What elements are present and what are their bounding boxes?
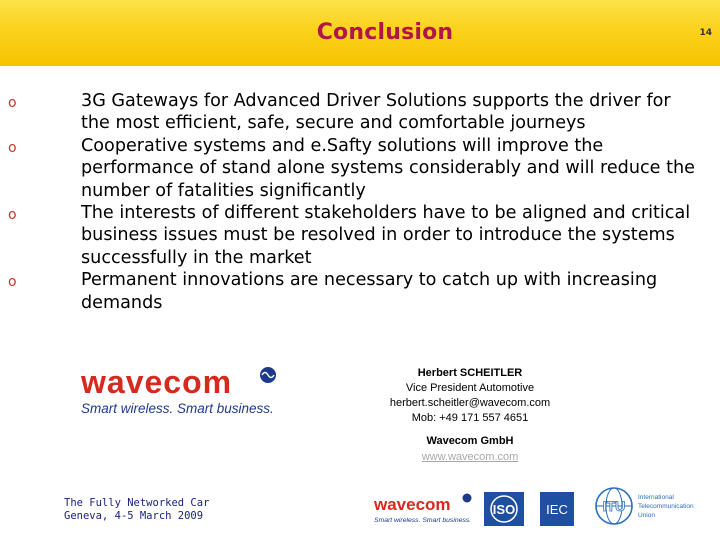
bullet-item [0, 269, 720, 314]
bullet-text: Cooperative systems and e.Safty solutions will improve the performance of stand alone systems considerably and will reduce the number of fatalities significantly [81, 135, 695, 201]
itu-text-line2: Telecommunication [638, 503, 694, 510]
bullet-item [0, 90, 720, 135]
contact-role: Vice President Automotive [405, 382, 535, 394]
iso-logo-text: ISO [492, 502, 516, 517]
footer-event-title: The Fully Networked Car [64, 497, 210, 509]
bullet-item [0, 202, 720, 269]
wavecom-logo-tagline: Smart wireless. Smart business. [81, 401, 274, 416]
bullet-text: The interests of different stakeholders have to be aligned and critical business issues must be resolved in order to introduce the systems successfully in the market [81, 203, 691, 268]
company-block [370, 433, 570, 465]
footer-wavecom-mark-icon [463, 494, 472, 503]
footer-wavecom-logo [372, 490, 476, 526]
company-name: Wavecom GmbH [426, 435, 514, 447]
itu-logo [590, 484, 718, 528]
wavecom-logo [78, 363, 283, 419]
footer-event [64, 497, 209, 523]
bullet-marker-icon: o [8, 95, 17, 111]
bullet-text: Permanent innovations are necessary to catch up with increasing demands [81, 270, 658, 313]
bullet-marker-icon: o [8, 139, 17, 156]
footer-wavecom-wordmark: wavecom [374, 495, 451, 514]
bullet-text: 3G Gateways for Advanced Driver Solutions supports the driver for the most efficient, safe, secure and comfortable journeys [81, 91, 671, 134]
bullet-item [0, 135, 720, 202]
slide-title: Conclusion [316, 20, 454, 45]
iec-logo-text: IEC [546, 502, 568, 517]
company-url-link[interactable]: www.wavecom.com [421, 451, 519, 463]
contact-phone: Mob: +49 171 557 4651 [411, 412, 529, 424]
itu-text-line3: Union [638, 512, 655, 519]
page-number: 14 [699, 28, 712, 38]
bullet-list [0, 90, 720, 314]
itu-logo-text: ITU [602, 498, 626, 514]
header-bar [0, 0, 720, 66]
footer-event-place-date: Geneva, 4-5 March 2009 [64, 510, 204, 522]
iec-logo [540, 492, 574, 526]
wavecom-logo-wordmark: wavecom [81, 364, 233, 400]
contact-block [370, 366, 570, 426]
iso-logo [484, 492, 524, 526]
contact-email[interactable]: herbert.scheitler@wavecom.com [389, 397, 551, 409]
bullet-marker-icon: o [8, 274, 17, 291]
itu-text-line1: International [638, 494, 674, 501]
footer-wavecom-tagline: Smart wireless. Smart business. [374, 517, 472, 524]
contact-name: Herbert SCHEITLER [417, 367, 523, 379]
footer-logos [372, 484, 720, 528]
bullet-marker-icon: o [8, 207, 17, 224]
